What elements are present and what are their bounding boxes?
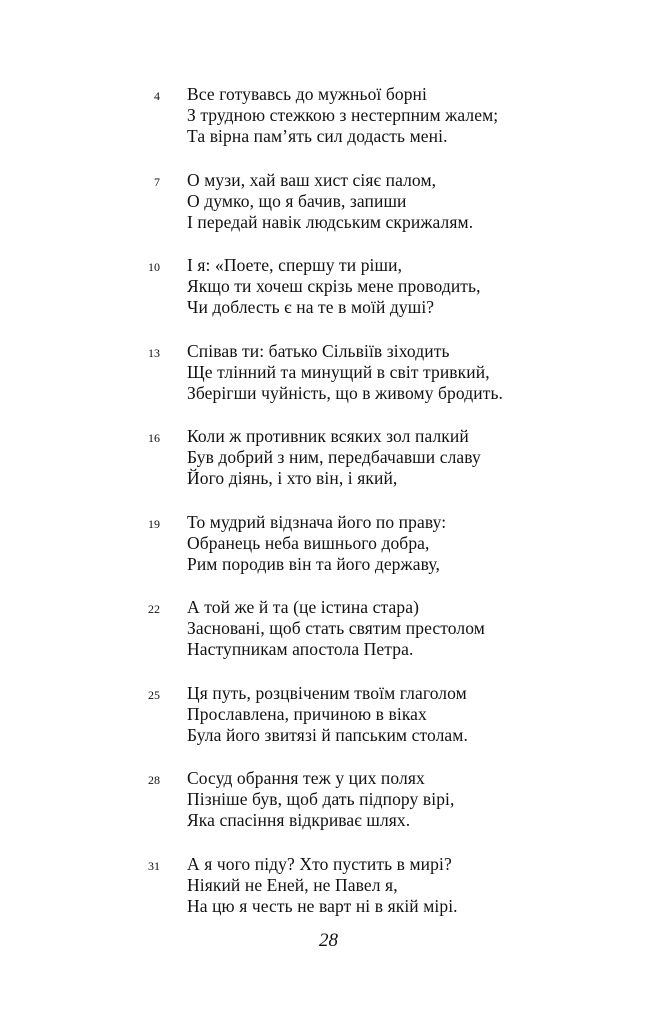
line-number: 28 [148,773,160,787]
line-number: 22 [148,602,160,616]
stanza [0,426,657,489]
line-number: 19 [148,516,160,531]
line-number: 25 [148,687,160,702]
verse-line: А той же й та (це істина стара) [187,597,419,617]
verse-line: Все готувавсь до мужньої борні [187,84,427,104]
verse-line: І я: «Поете, спершу ти ріши, [187,255,403,275]
stanza [0,512,657,575]
stanza [0,854,657,917]
line-number: 16 [148,431,160,445]
verse-line: Яка спасіння відкриває шлях. [187,810,411,830]
verse-line: Співав ти: батько Сільвіїв зіходить [187,340,450,361]
verse-line: Та вірна пам’ять сил додасть мені. [187,126,448,146]
verse-line: Засновані, щоб стать святим престолом [187,618,485,638]
verse-line: Рим породив він та його державу, [187,553,440,574]
verse-line: Був добрий з ним, передбачавши славу [187,447,481,467]
verse-line: І передай навік людським скрижалям. [187,211,474,232]
verse-line: Ніякий не Еней, не Павел я, [187,874,398,895]
line-number: 4 [154,89,160,103]
verse-line: О думко, що я бачив, запиши [187,190,407,211]
verse-line: Якщо ти хочеш скрізь мене проводить, [187,276,481,296]
verse-line: Сосуд обрання теж у цих полях [187,768,425,788]
stanza [0,255,657,318]
stanza [0,683,657,746]
verse-line: Пізніше був, щоб дать підпору вірі, [187,789,455,809]
verse-line: Коли ж противник всяких зол палкий [187,426,469,446]
stanza [0,84,657,147]
verse-line: Зберігши чуйність, що в живому бродить. [187,382,504,403]
stanza [0,341,657,404]
verse-line: О музи, хай ваш хист сіяє палом, [187,169,437,190]
verse-line: З трудною стежкою з нестерпним жалем; [187,105,499,125]
verse-line: Наступникам апостола Петра. [187,639,414,659]
verse-line: Його діянь, і хто він, і який, [187,468,398,488]
line-number: 13 [148,345,160,360]
page-number: 28 [319,930,338,951]
stanza [0,768,657,831]
line-number: 7 [154,174,160,189]
verse-line: То мудрий відзнача його по праву: [187,511,447,532]
stanza [0,597,657,660]
line-number: 10 [148,260,160,274]
verse-line: Чи доблесть є на те в моїй душі? [187,297,435,317]
verse-line: На цю я честь не варт ні в якій мірі. [187,895,458,916]
stanza [0,170,657,233]
line-number: 31 [148,858,160,873]
verse-line: Була його звитязі й папським столам. [187,724,468,745]
verse-line: Ця путь, розцвіченим твоїм глаголом [187,682,467,703]
verse-line: Обранець неба вишнього добра, [187,532,430,553]
poem-text [0,84,657,939]
verse-line: Ще тлінний та минущий в світ тривкий, [187,361,490,382]
verse-line: А я чого піду? Хто пустить в мирі? [187,853,452,874]
verse-line: Прославлена, причиною в віках [187,703,427,724]
